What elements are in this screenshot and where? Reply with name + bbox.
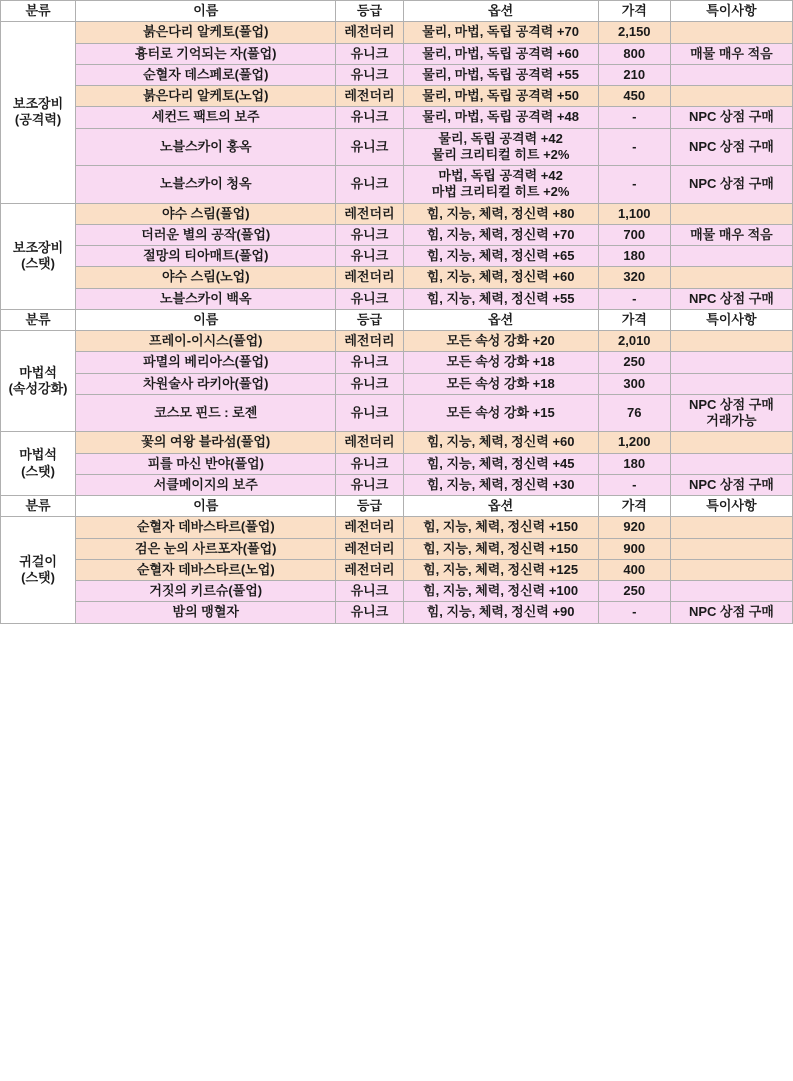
- item-name-cell: 노블스카이 홍옥: [76, 128, 336, 166]
- item-name-cell: 파멸의 베리아스(풀업): [76, 352, 336, 373]
- item-price-cell: 450: [598, 86, 670, 107]
- item-grade-cell: 유니크: [336, 394, 403, 432]
- column-header-0: 분류: [1, 1, 76, 22]
- table-header-row: [1, 1, 793, 22]
- item-name-cell: 코스모 핀드 : 로젠: [76, 394, 336, 432]
- table-row: [1, 394, 793, 432]
- item-option-cell: 힘, 지능, 체력, 정신력 +90: [403, 602, 598, 623]
- item-price-cell: 76: [598, 394, 670, 432]
- item-grade-cell: 유니크: [336, 224, 403, 245]
- item-note-cell: NPC 상점 구매: [670, 107, 792, 128]
- table-row: [1, 107, 793, 128]
- table-row: [1, 538, 793, 559]
- item-grade-cell: 레전더리: [336, 86, 403, 107]
- item-grade-cell: 유니크: [336, 128, 403, 166]
- item-note-cell: NPC 상점 구매 거래가능: [670, 394, 792, 432]
- item-name-cell: 거짓의 키르슈(풀업): [76, 581, 336, 602]
- item-option-cell: 물리, 마법, 독립 공격력 +48: [403, 107, 598, 128]
- item-note-cell: [670, 64, 792, 85]
- table-row: [1, 267, 793, 288]
- table-row: [1, 474, 793, 495]
- item-name-cell: 순혈자 데바스타르(노업): [76, 559, 336, 580]
- table-row: [1, 43, 793, 64]
- column-header-2: 등급: [336, 309, 403, 330]
- item-note-cell: NPC 상점 구매: [670, 288, 792, 309]
- item-price-cell: -: [598, 288, 670, 309]
- column-header-1: 이름: [76, 1, 336, 22]
- table-row: [1, 166, 793, 204]
- category-cell: 마법석 (속성강화): [1, 331, 76, 432]
- item-grade-cell: 유니크: [336, 373, 403, 394]
- item-note-cell: 매물 매우 적음: [670, 43, 792, 64]
- item-note-cell: [670, 373, 792, 394]
- item-name-cell: 붉은다리 알케토(노업): [76, 86, 336, 107]
- table-row: [1, 352, 793, 373]
- item-name-cell: 순혈자 데스페로(풀업): [76, 64, 336, 85]
- item-name-cell: 꽃의 여왕 블라섬(풀업): [76, 432, 336, 453]
- item-note-cell: [670, 267, 792, 288]
- item-name-cell: 피를 마신 반야(풀업): [76, 453, 336, 474]
- column-header-0: 분류: [1, 309, 76, 330]
- table-row: [1, 517, 793, 538]
- item-note-cell: [670, 203, 792, 224]
- item-option-cell: 힘, 지능, 체력, 정신력 +150: [403, 538, 598, 559]
- item-grade-cell: 유니크: [336, 602, 403, 623]
- item-option-cell: 모든 속성 강화 +18: [403, 373, 598, 394]
- item-name-cell: 흉터로 기억되는 자(풀업): [76, 43, 336, 64]
- item-option-cell: 물리, 독립 공격력 +42 물리 크리티컬 히트 +2%: [403, 128, 598, 166]
- item-grade-cell: 유니크: [336, 43, 403, 64]
- table-row: [1, 373, 793, 394]
- table-row: [1, 64, 793, 85]
- item-price-cell: 300: [598, 373, 670, 394]
- item-option-cell: 힘, 지능, 체력, 정신력 +150: [403, 517, 598, 538]
- item-grade-cell: 유니크: [336, 581, 403, 602]
- table-header-row: [1, 309, 793, 330]
- item-grade-cell: 레전더리: [336, 267, 403, 288]
- category-cell: 귀걸이 (스탯): [1, 517, 76, 623]
- item-name-cell: 더러운 별의 공작(풀업): [76, 224, 336, 245]
- item-name-cell: 붉은다리 알케토(풀업): [76, 22, 336, 43]
- item-option-cell: 힘, 지능, 체력, 정신력 +60: [403, 267, 598, 288]
- column-header-1: 이름: [76, 309, 336, 330]
- item-grade-cell: 레전더리: [336, 538, 403, 559]
- item-option-cell: 모든 속성 강화 +18: [403, 352, 598, 373]
- category-cell: 보조장비 (공격력): [1, 22, 76, 203]
- table-row: [1, 602, 793, 623]
- item-option-cell: 모든 속성 강화 +15: [403, 394, 598, 432]
- item-note-cell: [670, 453, 792, 474]
- item-grade-cell: 유니크: [336, 246, 403, 267]
- table-row: [1, 224, 793, 245]
- item-note-cell: [670, 246, 792, 267]
- item-price-cell: 210: [598, 64, 670, 85]
- item-price-cell: -: [598, 602, 670, 623]
- item-price-cell: -: [598, 166, 670, 204]
- item-note-cell: [670, 517, 792, 538]
- item-price-cell: 920: [598, 517, 670, 538]
- item-grade-cell: 유니크: [336, 474, 403, 495]
- item-price-cell: 1,100: [598, 203, 670, 224]
- column-header-2: 등급: [336, 496, 403, 517]
- column-header-3: 옵션: [403, 496, 598, 517]
- item-price-cell: 180: [598, 246, 670, 267]
- item-option-cell: 힘, 지능, 체력, 정신력 +70: [403, 224, 598, 245]
- table-row: [1, 432, 793, 453]
- item-note-cell: [670, 581, 792, 602]
- item-option-cell: 힘, 지능, 체력, 정신력 +65: [403, 246, 598, 267]
- item-name-cell: 프레이-이시스(풀업): [76, 331, 336, 352]
- item-price-cell: 180: [598, 453, 670, 474]
- item-note-cell: [670, 86, 792, 107]
- item-grade-cell: 레전더리: [336, 559, 403, 580]
- item-price-cell: 700: [598, 224, 670, 245]
- table-row: [1, 203, 793, 224]
- item-option-cell: 물리, 마법, 독립 공격력 +70: [403, 22, 598, 43]
- item-option-cell: 힘, 지능, 체력, 정신력 +30: [403, 474, 598, 495]
- item-name-cell: 노블스카이 백옥: [76, 288, 336, 309]
- item-grade-cell: 유니크: [336, 64, 403, 85]
- item-name-cell: 세컨드 팩트의 보주: [76, 107, 336, 128]
- column-header-1: 이름: [76, 496, 336, 517]
- column-header-5: 특이사항: [670, 309, 792, 330]
- column-header-4: 가격: [598, 309, 670, 330]
- table-row: [1, 246, 793, 267]
- column-header-0: 분류: [1, 496, 76, 517]
- item-option-cell: 힘, 지능, 체력, 정신력 +60: [403, 432, 598, 453]
- item-grade-cell: 유니크: [336, 288, 403, 309]
- item-note-cell: 매물 매우 적음: [670, 224, 792, 245]
- item-note-cell: NPC 상점 구매: [670, 166, 792, 204]
- item-grade-cell: 유니크: [336, 352, 403, 373]
- table-row: [1, 288, 793, 309]
- item-grade-cell: 레전더리: [336, 331, 403, 352]
- item-price-cell: 1,200: [598, 432, 670, 453]
- item-name-cell: 야수 스림(풀업): [76, 203, 336, 224]
- column-header-2: 등급: [336, 1, 403, 22]
- table-row: [1, 22, 793, 43]
- table-row: [1, 128, 793, 166]
- table-row: [1, 559, 793, 580]
- item-price-cell: -: [598, 128, 670, 166]
- item-option-cell: 힘, 지능, 체력, 정신력 +125: [403, 559, 598, 580]
- item-price-cell: 400: [598, 559, 670, 580]
- item-price-cell: 320: [598, 267, 670, 288]
- item-grade-cell: 레전더리: [336, 203, 403, 224]
- item-price-cell: 900: [598, 538, 670, 559]
- item-note-cell: NPC 상점 구매: [670, 128, 792, 166]
- item-option-cell: 힘, 지능, 체력, 정신력 +100: [403, 581, 598, 602]
- table-row: [1, 581, 793, 602]
- item-option-cell: 물리, 마법, 독립 공격력 +60: [403, 43, 598, 64]
- item-note-cell: NPC 상점 구매: [670, 602, 792, 623]
- item-price-cell: 250: [598, 581, 670, 602]
- item-price-cell: -: [598, 474, 670, 495]
- item-grade-cell: 레전더리: [336, 22, 403, 43]
- column-header-4: 가격: [598, 1, 670, 22]
- item-note-cell: [670, 22, 792, 43]
- item-note-cell: [670, 352, 792, 373]
- item-option-cell: 마법, 독립 공격력 +42 마법 크리티컬 히트 +2%: [403, 166, 598, 204]
- item-option-cell: 물리, 마법, 독립 공격력 +55: [403, 64, 598, 85]
- item-note-cell: [670, 559, 792, 580]
- item-name-cell: 차원술사 라키아(풀업): [76, 373, 336, 394]
- table-header-row: [1, 496, 793, 517]
- column-header-3: 옵션: [403, 309, 598, 330]
- item-grade-cell: 레전더리: [336, 517, 403, 538]
- item-name-cell: 검은 눈의 사르포자(풀업): [76, 538, 336, 559]
- item-grade-cell: 유니크: [336, 453, 403, 474]
- item-price-cell: 2,010: [598, 331, 670, 352]
- item-note-cell: [670, 432, 792, 453]
- item-price-cell: -: [598, 107, 670, 128]
- category-cell: 보조장비 (스탯): [1, 203, 76, 309]
- item-name-cell: 순혈자 데바스타르(풀업): [76, 517, 336, 538]
- item-grade-cell: 유니크: [336, 107, 403, 128]
- item-price-cell: 250: [598, 352, 670, 373]
- table-row: [1, 86, 793, 107]
- item-grade-cell: 레전더리: [336, 432, 403, 453]
- item-name-cell: 밤의 맹혈자: [76, 602, 336, 623]
- item-name-cell: 절망의 티아매트(풀업): [76, 246, 336, 267]
- item-option-cell: 힘, 지능, 체력, 정신력 +55: [403, 288, 598, 309]
- column-header-3: 옵션: [403, 1, 598, 22]
- item-name-cell: 노블스카이 청옥: [76, 166, 336, 204]
- table-row: [1, 331, 793, 352]
- item-name-cell: 야수 스림(노업): [76, 267, 336, 288]
- item-note-cell: [670, 538, 792, 559]
- column-header-5: 특이사항: [670, 1, 792, 22]
- item-name-cell: 서클메이지의 보주: [76, 474, 336, 495]
- column-header-4: 가격: [598, 496, 670, 517]
- item-option-cell: 물리, 마법, 독립 공격력 +50: [403, 86, 598, 107]
- column-header-5: 특이사항: [670, 496, 792, 517]
- item-grade-cell: 유니크: [336, 166, 403, 204]
- table-row: [1, 453, 793, 474]
- item-note-cell: [670, 331, 792, 352]
- item-note-cell: NPC 상점 구매: [670, 474, 792, 495]
- item-price-cell: 2,150: [598, 22, 670, 43]
- item-option-cell: 모든 속성 강화 +20: [403, 331, 598, 352]
- item-option-cell: 힘, 지능, 체력, 정신력 +45: [403, 453, 598, 474]
- item-price-cell: 800: [598, 43, 670, 64]
- category-cell: 마법석 (스탯): [1, 432, 76, 496]
- item-option-cell: 힘, 지능, 체력, 정신력 +80: [403, 203, 598, 224]
